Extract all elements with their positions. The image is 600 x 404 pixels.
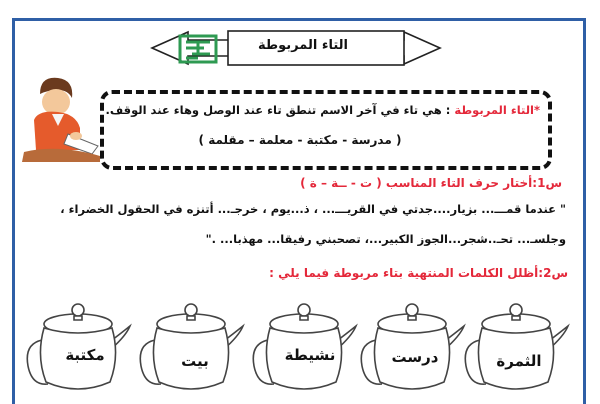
definition-text xyxy=(100,103,540,117)
page-title: التاء المربوطة xyxy=(258,38,348,53)
question-1-line-1: " عندما قمـــ... بزيار....جدتي في القريـــ... ، ذ...يوم ، خرجـ... أتنزه في الحقول الخضراء ، xyxy=(60,202,566,216)
definition-box xyxy=(100,90,552,170)
word-4[interactable]: درست xyxy=(391,348,439,366)
teapot-2[interactable] xyxy=(135,296,245,400)
teapot-5[interactable] xyxy=(460,296,570,400)
definition-body: : هي تاء في آخر الاسم تنطق تاء عند الوصل وهاء عند الوقف. xyxy=(105,103,455,117)
calligraphy-ornament-icon xyxy=(178,34,218,64)
definition-examples: ( مدرسة - مكتبة - معلمة – مقلمة ) xyxy=(198,133,402,147)
word-5[interactable]: الثمرة xyxy=(496,352,542,370)
word-3[interactable]: نشيطة xyxy=(284,346,336,364)
question-1-label: س1:أختار حرف التاء المناسب ( ت - ــة – ة ) xyxy=(300,176,562,190)
word-1[interactable]: مكتبة xyxy=(65,346,105,364)
boy-writing-icon xyxy=(18,72,104,162)
question-1-line-2: وجلسـ... تحـ..شجر...الجوز الكبير...، تصحبني رفيقا... مهذبا... ." xyxy=(205,232,566,246)
definition-term: *التاء المربوطة xyxy=(454,103,540,117)
word-2[interactable]: بيت xyxy=(181,352,209,370)
question-2-label: س2:أظلل الكلمات المنتهية بتاء مربوطة فيما يلي : xyxy=(269,266,568,280)
